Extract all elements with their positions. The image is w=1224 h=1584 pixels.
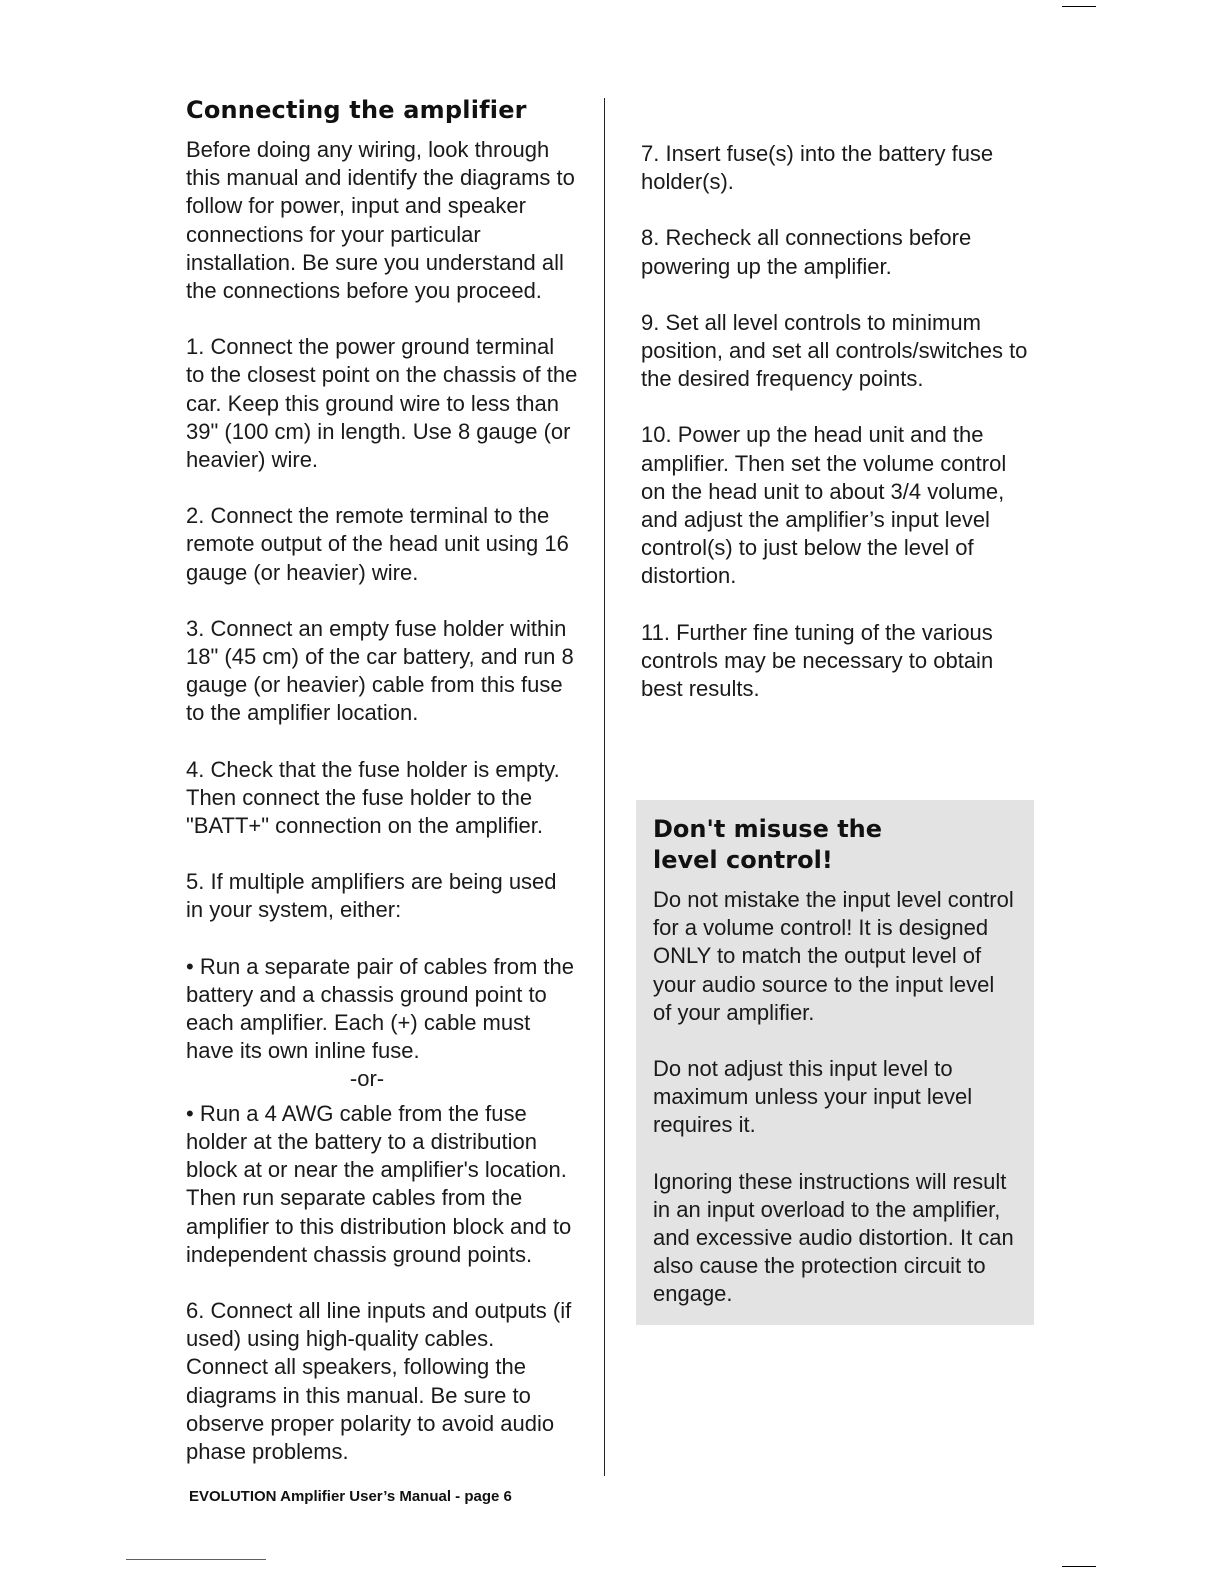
step-4: 4. Check that the fuse holder is empty. Then connect the fuse holder to the "BATT+" connection on the amplifier. <box>186 756 560 839</box>
crop-mark-bottom-left <box>126 1559 266 1560</box>
left-column <box>186 96 578 1494</box>
callout-paragraph-2: Do not adjust this input level to maximum unless your input level requires it. <box>653 1056 973 1138</box>
callout-paragraph-3: Ignoring these instructions will result in an input overload to the amplifier, and excessive audio distortion. It can also cause the protection circuit to engage. <box>653 1168 1014 1307</box>
callout-title: Don't misuse the level control! <box>653 815 883 874</box>
callout-paragraph-1: Do not mistake the input level control for a volume control! It is designed ONLY to match the output level of your audio source to the input level of your amplifier. <box>653 887 1014 1025</box>
column-divider <box>604 98 605 1476</box>
step-3: 3. Connect an empty fuse holder within 18" (45 cm) of the car battery, and run 8 gauge (or heavier) cable from this fuse to the amplifier location. <box>186 615 574 726</box>
step-6: 6. Connect all line inputs and outputs (if used) using high-quality cables. Connect all speakers, following the diagrams in this manual. Be sure to observe proper polarity to avoid audio phase problems. <box>186 1297 572 1464</box>
crop-mark-top-right <box>1062 6 1096 7</box>
intro-paragraph: Before doing any wiring, look through this manual and identify the diagrams to follow for power, input and speaker connections for your particular installation. Be sure you understand all the connections before you proceed. <box>186 137 575 304</box>
step-1: 1. Connect the power ground terminal to the closest point on the chassis of the car. Keep this ground wire to less than 39" (100 cm) in length. Use 8 gauge (or heavier) wire. <box>186 334 578 473</box>
step-10: 10. Power up the head unit and the amplifier. Then set the volume control on the head unit to about 3/4 volume, and adjust the amplifier’s input level control(s) to just below the level of distortion. <box>641 422 1007 589</box>
page-footer: EVOLUTION Amplifier User’s Manual - page 6 <box>189 1488 512 1505</box>
step-9: 9. Set all level controls to minimum position, and set all controls/switches to the desired frequency points. <box>641 309 1028 392</box>
step-5: 5. If multiple amplifiers are being used in your system, either: <box>186 869 557 923</box>
or-separator: -or- <box>349 1066 385 1092</box>
step-7: 7. Insert fuse(s) into the battery fuse holder(s). <box>641 141 994 195</box>
step-2: 2. Connect the remote terminal to the remote output of the head unit using 16 gauge (or heavier) wire. <box>186 503 569 585</box>
warning-callout-box <box>636 800 1034 1325</box>
bullet-option-1: • Run a separate pair of cables from the battery and a chassis ground point to each amplifier. Each (+) cable must have its own inline fuse. <box>186 953 575 1064</box>
right-column <box>641 140 1033 731</box>
step-8: 8. Recheck all connections before powering up the amplifier. <box>641 225 972 279</box>
crop-mark-bottom-right <box>1062 1566 1096 1567</box>
step-11: 11. Further fine tuning of the various controls may be necessary to obtain best results. <box>641 619 994 702</box>
bullet-option-2: • Run a 4 AWG cable from the fuse holder at the battery to a distribution block at or near the amplifier's location. Then run separate cables from the amplifier to this distribution block and to independent chassis ground points. <box>186 1100 572 1267</box>
section-heading: Connecting the amplifier <box>186 96 527 124</box>
